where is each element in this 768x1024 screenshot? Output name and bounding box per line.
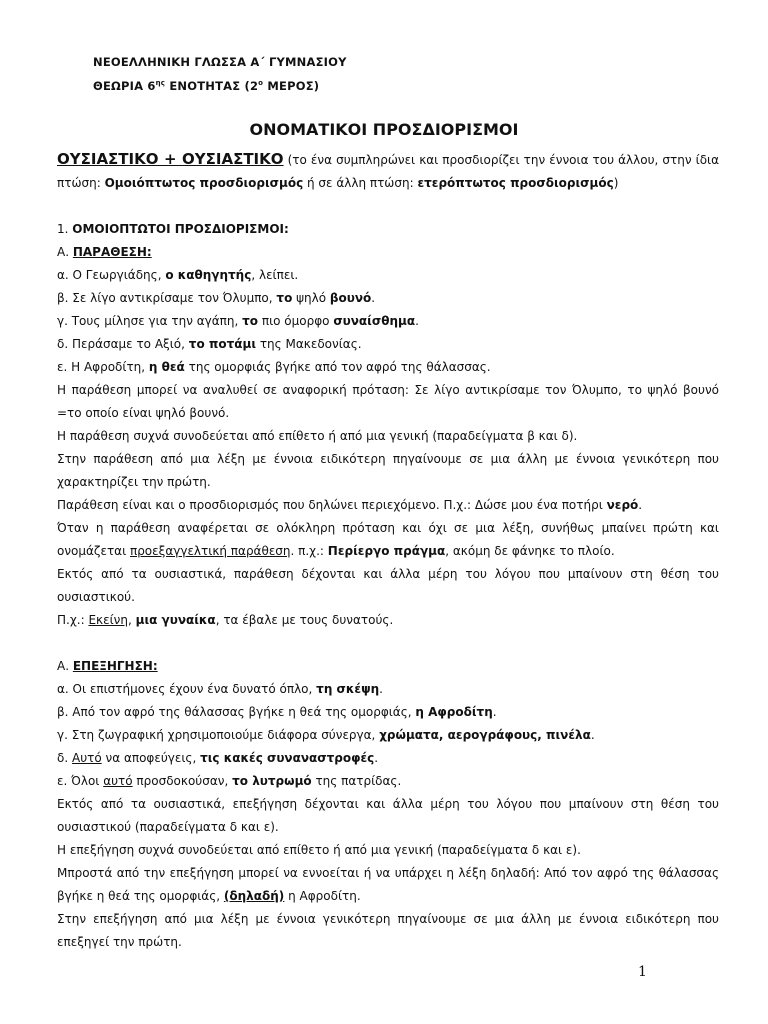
example-b: β. Από τον αφρό της θάλασσας βγήκε η θεά της ομορφιάς, η Αφροδίτη. (57, 705, 497, 719)
subsection-parathesi: Α. ΠΑΡΑΘΕΣΗ: (57, 245, 152, 259)
paragraph: Η παράθεση μπορεί να αναλυθεί σε αναφορική πρόταση: Σε λίγο αντικρίσαμε τον Όλυμπο, το ψηλό βουνό =το οποίο είναι ψηλό βουνό. (57, 383, 719, 420)
paragraph: Η παράθεση συχνά συνοδεύεται από επίθετο ή από μια γενική (παραδείγματα β και δ). (57, 429, 578, 443)
page-title: ΟΝΟΜΑΤΙΚΟΙ ΠΡΟΣΔΙΟΡΙΣΜΟΙ (249, 120, 519, 139)
intro-heading: ΟΥΣΙΑΣΤΙΚΟ + ΟΥΣΙΑΣΤΙΚΟ (57, 150, 284, 168)
example-d: δ. Περάσαμε το Αξιό, το ποτάμι της Μακεδονίας. (57, 337, 362, 351)
document-body (57, 148, 719, 954)
example-d: δ. Αυτό να αποφεύγεις, τις κακές συναναστροφές. (57, 751, 379, 765)
example-e: ε. Όλοι αυτό προσδοκούσαν, το λυτρωμό της πατρίδας. (57, 774, 402, 788)
paragraph: Στην επεξήγηση από μια λέξη με έννοια γενικότερη πηγαίνουμε σε μια άλλη με έννοια ειδικότερη που επεξηγεί την πρώτη. (57, 912, 719, 949)
paragraph: Στην παράθεση από μια λέξη με έννοια ειδικότερη πηγαίνουμε σε μια άλλη με έννοια γενικότερη που χαρακτηρίζει την πρώτη. (57, 452, 719, 489)
example-a: α. Οι επιστήμονες έχουν ένα δυνατό όπλο, τη σκέψη. (57, 682, 383, 696)
paragraph: Η επεξήγηση συχνά συνοδεύεται από επίθετο ή από μια γενική (παραδείγματα δ και ε). (57, 843, 581, 857)
subsection-epexigisi: Α. ΕΠΕΞΗΓΗΣΗ: (57, 659, 158, 673)
example-a: α. Ο Γεωργιάδης, ο καθηγητής, λείπει. (57, 268, 299, 282)
section-heading-homoioptotoi: 1. ΟΜΟΙΟΠΤΩΤΟΙ ΠΡΟΣΔΙΟΡΙΣΜΟΙ: (57, 222, 289, 236)
paragraph: Π.χ.: Εκείνη, μια γυναίκα, τα έβαλε με τους δυνατούς. (57, 613, 394, 627)
paragraph: Εκτός από τα ουσιαστικά, επεξήγηση δέχονται και άλλα μέρη του λόγου που μπαίνουν στη θέση του ουσιαστικού (παραδείγματα δ και ε). (57, 797, 719, 834)
paragraph: Εκτός από τα ουσιαστικά, παράθεση δέχονται και άλλα μέρη του λόγου που μπαίνουν στη θέση του ουσιαστικού. (57, 567, 719, 604)
paragraph: Μπροστά από την επεξήγηση μπορεί να εννοείται ή να υπάρχει η λέξη δηλαδή: Από τον αφρό της θάλασσας βγήκε η θεά της ομορφιάς, (δηλαδή) η Αφροδίτη. (57, 866, 719, 903)
paragraph: Όταν η παράθεση αναφέρεται σε ολόκληρη πρόταση και όχι σε μια λέξη, συνήθως μπαίνει πρώτη και ονομάζεται προεξαγγελτική παράθεση. π.χ.: Περίεργο πράγμα, ακόμη δε φάνηκε το πλοίο. (57, 521, 719, 558)
header-course: ΝΕΟΕΛΛΗΝΙΚΗ ΓΛΩΣΣΑ Α΄ ΓΥΜΝΑΣΙΟΥ (93, 55, 347, 69)
intro-paragraph: ΟΥΣΙΑΣΤΙΚΟ + ΟΥΣΙΑΣΤΙΚΟ (το ένα συμπληρώνει και προσδιορίζει την έννοια του άλλου, στην ίδια πτώση: Ομοιόπτωτος προσδιορισμός ή σε άλλη πτώση: ετερόπτωτος προσδιορισμός) (57, 150, 720, 190)
paragraph: Παράθεση είναι και ο προσδιορισμός που δηλώνει περιεχόμενο. Π.χ.: Δώσε μου ένα ποτήρι νερό. (57, 498, 643, 512)
example-c: γ. Τους μίλησε για την αγάπη, το πιο όμορφο συναίσθημα. (57, 314, 419, 328)
example-b: β. Σε λίγο αντικρίσαμε τον Όλυμπο, το ψηλό βουνό. (57, 291, 376, 305)
page-number: 1 (638, 964, 647, 980)
example-c: γ. Στη ζωγραφική χρησιμοποιούμε διάφορα σύνεργα, χρώματα, αερογράφους, πινέλα. (57, 728, 595, 742)
header-unit: ΘΕΩΡΙΑ $6^{\eta\varsigma}$ ΕΝΟΤΗΤΑΣ ($2^o$ ΜΕΡΟΣ) (93, 79, 320, 93)
example-e: ε. Η Αφροδίτη, η θεά της ομορφιάς βγήκε από τον αφρό της θάλασσας. (57, 360, 491, 374)
